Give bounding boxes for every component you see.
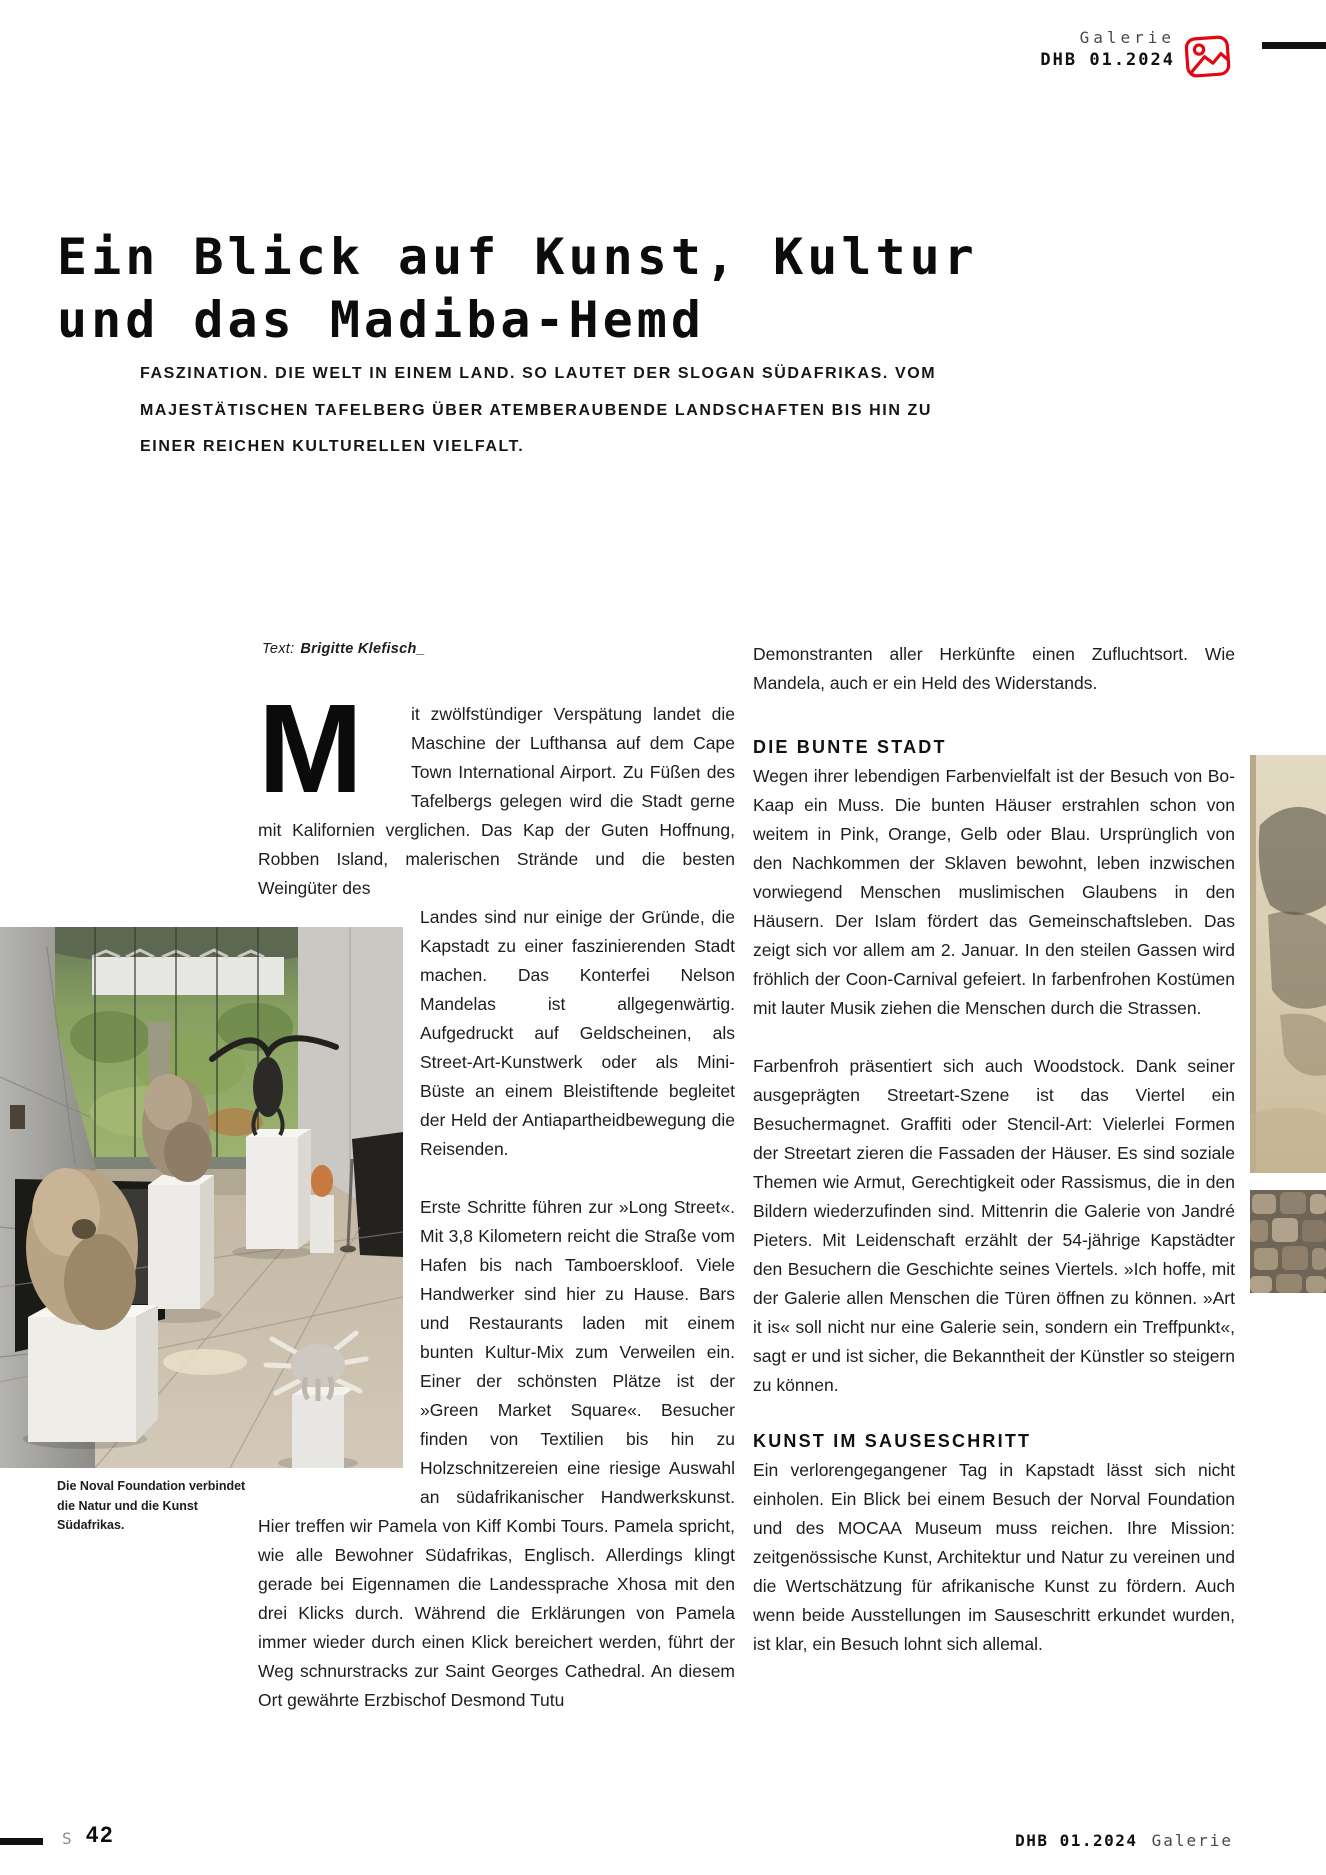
- article-column-right: [753, 640, 1235, 1659]
- footer-issue: DHB 01.2024: [1015, 1831, 1138, 1850]
- header-meta: [1040, 28, 1175, 70]
- byline: [262, 641, 425, 657]
- footer-meta: [1015, 1831, 1233, 1851]
- gallery-photo: [0, 927, 403, 1468]
- footer-section: Galerie: [1151, 1831, 1233, 1850]
- header-rule: [1262, 42, 1326, 49]
- byline-author: Brigitte Klefisch_: [300, 641, 426, 657]
- title-line-2: und das Madiba-Hemd: [57, 290, 705, 349]
- paragraph: M it zwölfstündiger Verspätung landet die Maschine der Lufthansa auf dem Cape Town International Airport. Zu Füßen des Tafelbergs gelegen wird die Stadt gerne mit Kalifornien verglichen. Das Kap der Guten Hoffnung, Robben Island, malerischen Strände und die besten Weingüter des: [258, 678, 735, 898]
- page-title: [57, 226, 978, 352]
- subheading-kunst-im-sauseschritt: KUNST IM SAUSESCHRITT: [753, 1431, 1032, 1451]
- footer-page-prefix: S: [62, 1829, 72, 1848]
- footer-rule: [0, 1838, 43, 1845]
- paragraph: Landes sind nur einige der Gründe, die Kapstadt zu einer faszinierenden Stadt machen. Das Konterfei Nelson Mandelas ist allgegenwärtig. Aufgedruckt auf Geldscheinen, als Street-Art-Kunstwerk oder als Mini-Büste an einem Bleistiftende begleitet der Held der Antiapartheidbewegung die Reisenden.: [420, 907, 735, 1159]
- dropcap: M: [258, 678, 363, 819]
- issue-label: DHB 01.2024: [1040, 50, 1175, 70]
- cobblestone-photo: [1250, 1190, 1326, 1293]
- paragraph: Farbenfroh präsentiert sich auch Woodstock. Dank seiner ausgeprägten Streetart-Szene ist das Viertel ein Besuchermagnet. Graffiti oder Stencil-Art: Vielerlei Formen der Streetart zieren die Fassaden der Häuser. Es sind soziale Themen wie Armut, Gerechtigkeit oder Rassismus, die in den Bildern wiederzufinden sind. Mittenrin die Galerie von Jandré Pieters. Mit Leidenschaft erzählt der 54-jährige Kapstädter den Besuchern die Geschichte seines Viertels. »Ich hoffe, mit der Galerie allen Menschen die Türen öffnen zu können. »Art it is« soll nicht nur eine Galerie sein, sondern ein Treffpunkt«, sagt er und ist sicher, die Bekanntheit der Künstler so steigern zu können.: [753, 1056, 1235, 1395]
- title-line-1: Ein Blick auf Kunst, Kultur: [57, 227, 978, 286]
- section-label: Galerie: [1079, 28, 1175, 47]
- photo-caption: Die Noval Foundation verbindet die Natur und die Kunst Südafrikas.: [57, 1479, 246, 1532]
- paragraph: Demonstranten aller Herkünfte einen Zufluchtsort. Wie Mandela, auch er ein Held des Widerstands.: [753, 644, 1235, 693]
- paragraph: Ein verlorengegangener Tag in Kapstadt lässt sich nicht einholen. Ein Blick bei einem Besuch der Norval Foundation und des MOCAA Museum muss reichen. Ihre Mission: zeitgenössische Kunst, Architektur und Natur zu vereinen und die Wertschätzung für afrikanische Kunst zu fördern. Auch wenn beide Ausstellungen im Sauseschritt erkundet wurden, ist klar, ein Besuch lohnt sich allemal.: [753, 1460, 1235, 1654]
- paragraph: Erste Schritte führen zur »Long Street«. Mit 3,8 Kilometern reicht die Straße vom Hafen bis nach Tamboerskloof. Viele Handwerker sind hier zu Hause. Bars und Restaurants laden mit einem bunten Kultur-Mix zum Verweilen ein. Einer der schönsten Plätze ist der »Green Market Square«. Besucher finden von Textilien bis hin zu Holzschnitzereien eine riesige Auswahl an südafrikanischer Handwerkskunst. Hier treffen wir Pamela von Kiff Kombi Tours. Pamela spricht, wie alle Bewohner Südafrikas, Englisch. Allerdings klingt gerade bei Eigennamen die Landessprache Xhosa mit den drei Klicks durch. Während die Erklärungen von Pamela immer wieder durch einen Klick bereichert werden, führt der Weg schnurstracks zur Saint Georges Cathedral. An diesem Ort gewährte Erzbischof Desmond Tutu: [258, 1197, 735, 1710]
- wall-shadow-photo: [1250, 755, 1326, 1173]
- paragraph: Wegen ihrer lebendigen Farbenvielfalt ist der Besuch von Bo-Kaap ein Muss. Die bunten Häuser erstrahlen schon von weitem in Pink, Orange, Gelb oder Blau. Ursprünglich von den Nachkommen der Sklaven bewohnt, leben inzwischen vorwiegend Menschen muslimischen Glaubens in den Häusern. Der Islam fördert das Gemeinschaftsleben. Das zeigt sich vor allem am 2. Januar. In den steilen Gassen wird fröhlich der Coon-Carnival gefeiert. In farbenfrohen Kostümen mit lauter Musik ziehen die Menschen durch die Strassen.: [753, 766, 1235, 1018]
- subheading-die-bunte-stadt: DIE BUNTE STADT: [753, 737, 947, 757]
- lead-paragraph: FASZINATION. DIE WELT IN EINEM LAND. SO LAUTET DER SLOGAN SÜDAFRIKAS. VOM MAJESTÄTISCHEN TAFELBERG ÜBER ATEMBERAUBENDE LANDSCHAFTEN BIS HIN ZU EINER REICHEN KULTURELLEN VIELFALT.: [140, 365, 937, 455]
- byline-prefix: Text:: [262, 641, 295, 657]
- footer-page-number: 42: [86, 1822, 115, 1847]
- picture-icon: [1183, 32, 1233, 80]
